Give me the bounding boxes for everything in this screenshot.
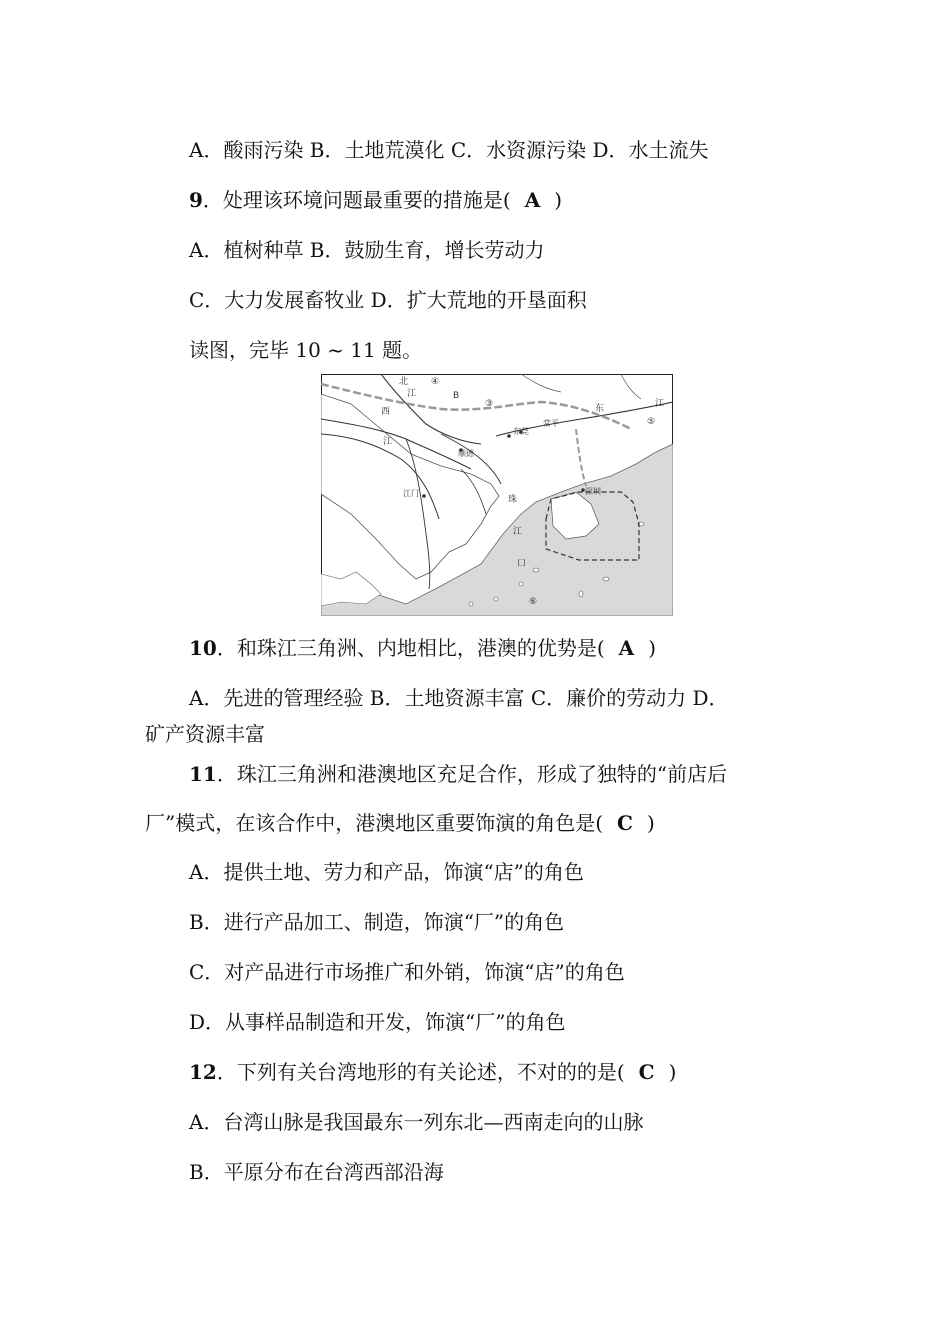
question-10: [189, 634, 656, 662]
label-c3: ③: [485, 399, 494, 409]
question-11: [189, 760, 727, 788]
q9-options-1: A．植树种草 B．鼓励生育，增长劳动力: [189, 238, 545, 262]
label-dong: 东: [595, 404, 605, 414]
question-9: [189, 186, 562, 214]
question-12: [189, 1058, 676, 1086]
question-text: ．和珠江三角洲、内地相比，港澳的优势是(: [216, 636, 605, 660]
label-xi: 西: [381, 407, 391, 417]
label-shunde: 顺德: [458, 449, 474, 458]
question-number: 11: [189, 762, 217, 786]
close-paren: ): [648, 636, 656, 660]
answer: C: [638, 1060, 655, 1084]
label-c6: ⑥: [529, 597, 538, 607]
question-text: 厂”模式，在该合作中，港澳地区重要饰演的角色是(: [145, 811, 604, 835]
question-text: ．下列有关台湾地形的有关论述，不对的的是(: [216, 1060, 625, 1084]
label-jiang2: 江: [383, 437, 393, 447]
answer: A: [618, 636, 635, 660]
q11-option-c: C．对产品进行市场推广和外销，饰演“店”的角色: [189, 960, 625, 984]
q8-options: A．酸雨污染 B．土地荒漠化 C．水资源污染 D．水土流失: [189, 138, 709, 162]
label-jiang3: 江: [655, 399, 665, 409]
label-dongguan: 东莞: [513, 427, 529, 436]
close-paren: ): [668, 1060, 677, 1084]
close-paren: ): [554, 188, 563, 212]
question-text: ．处理该环境问题最重要的措施是(: [202, 188, 511, 212]
question-number: 12: [189, 1060, 217, 1084]
question-number: 9: [189, 188, 203, 212]
label-changping: 常平: [543, 419, 559, 428]
label-jiang4: 江: [513, 527, 523, 537]
label-zhu: 珠: [508, 495, 518, 505]
label-shenzhen: 深圳: [585, 487, 601, 496]
label-c5: ⑤: [647, 417, 656, 427]
q11-option-b: B．进行产品加工、制造，饰演“厂”的角色: [189, 910, 565, 934]
q10-options-1: A．先进的管理经验 B．土地资源丰富 C．廉价的劳动力 D．: [189, 686, 729, 710]
label-kou: 口: [517, 559, 527, 569]
map-intro: 读图，完毕 10 ~ 11 题。: [189, 338, 423, 362]
q11-option-a: A．提供土地、劳力和产品，饰演“店”的角色: [189, 860, 584, 884]
label-c4: ④: [431, 377, 440, 387]
q12-option-b: B．平原分布在台湾西部沿海: [189, 1160, 444, 1184]
answer: C: [617, 811, 633, 835]
q9-options-2: C．大力发展畜牧业 D．扩大荒地的开垦面积: [189, 288, 587, 312]
label-b: B: [453, 391, 460, 401]
q11-option-d: D．从事样品制造和开发，饰演“厂”的角色: [189, 1010, 566, 1034]
label-jiang1: 江: [407, 389, 417, 399]
label-jiangmen: 江门: [403, 489, 419, 498]
close-paren: ): [646, 811, 655, 835]
answer: A: [524, 188, 541, 212]
label-bei: 北: [399, 377, 409, 387]
question-text: ．珠江三角洲和港澳地区充足合作，形成了独特的“前店后: [216, 762, 728, 786]
question-number: 10: [189, 636, 217, 660]
question-11-cont: [145, 809, 655, 837]
q12-option-a: A．台湾山脉是我国最东一列东北—西南走向的山脉: [189, 1110, 644, 1134]
pearl-river-delta-map: [321, 374, 673, 616]
q10-options-2: 矿产资源丰富: [145, 722, 265, 746]
